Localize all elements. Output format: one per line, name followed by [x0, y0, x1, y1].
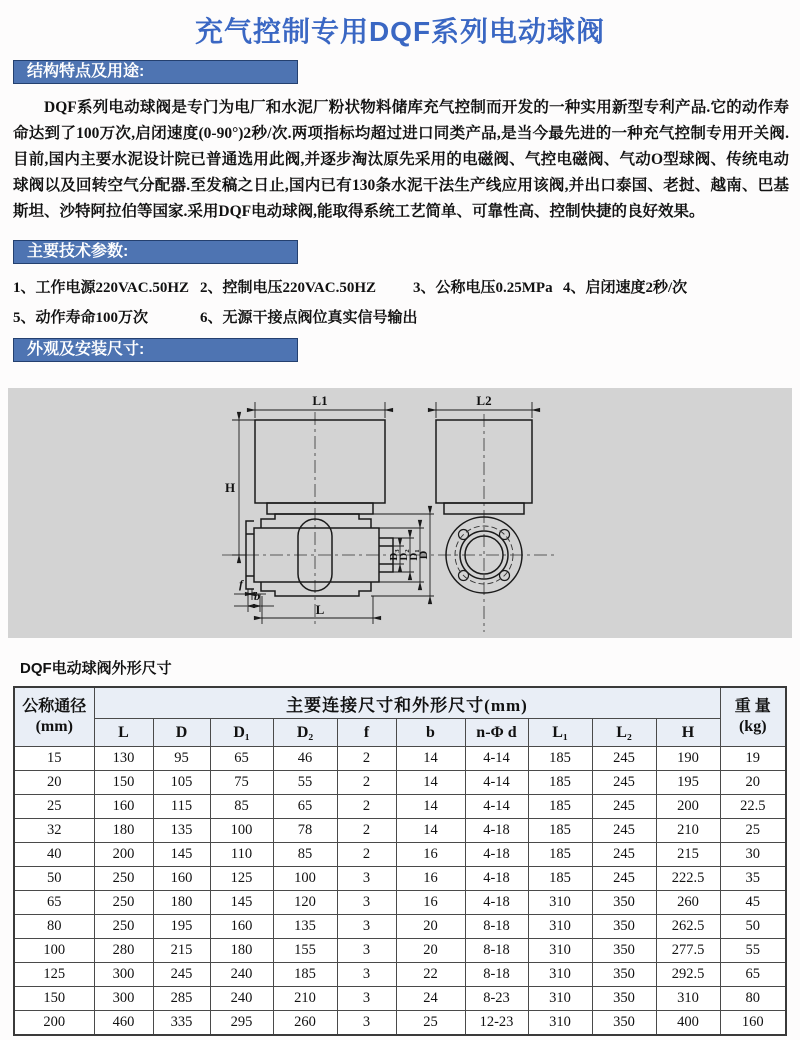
table-cell: 55 [273, 771, 337, 795]
table-cell: 135 [153, 819, 210, 843]
table-cell: 200 [656, 795, 720, 819]
table-cell: 245 [592, 819, 656, 843]
table-cell: 16 [396, 867, 465, 891]
table-row [14, 819, 786, 843]
table-cell: 210 [656, 819, 720, 843]
table-cell: 65 [210, 747, 273, 771]
table-subheader-cell: L [94, 719, 153, 747]
section-heading-params: 主要技术参数: [13, 240, 298, 264]
header-nominal-diameter [14, 687, 94, 747]
table-cell: 65 [720, 963, 786, 987]
table-cell: 185 [528, 747, 592, 771]
table-cell: 2 [337, 819, 396, 843]
table-cell: 300 [94, 963, 153, 987]
table-cell: 160 [94, 795, 153, 819]
table-cell: 150 [14, 987, 94, 1011]
table-cell: 3 [337, 939, 396, 963]
table-cell: 75 [210, 771, 273, 795]
valve-dimension-drawing [8, 388, 792, 638]
table-row [14, 771, 786, 795]
table-cell: 210 [273, 987, 337, 1011]
table-row [14, 795, 786, 819]
table-cell: 200 [94, 843, 153, 867]
table-cell: 350 [592, 1011, 656, 1036]
table-cell: 245 [592, 795, 656, 819]
table-cell: 14 [396, 819, 465, 843]
table-caption: DQF电动球阀外形尺寸 [20, 660, 172, 677]
table-cell: 160 [210, 915, 273, 939]
table-subheader-cell: n-Φ d [465, 719, 528, 747]
table-cell: 145 [153, 843, 210, 867]
dim-label-h: H [224, 480, 236, 495]
table-cell: 78 [273, 819, 337, 843]
page-title: 充气控制专用DQF系列电动球阀 [194, 16, 606, 47]
table-cell: 22.5 [720, 795, 786, 819]
table-cell: 185 [528, 771, 592, 795]
table-cell: 310 [528, 987, 592, 1011]
table-cell: 145 [210, 891, 273, 915]
table-cell: 105 [153, 771, 210, 795]
section-heading-dimensions: 外观及安装尺寸: [13, 338, 298, 362]
table-cell: 350 [592, 891, 656, 915]
table-row [14, 891, 786, 915]
header-nominal-diameter-unit: (mm) [35, 718, 73, 735]
table-row [14, 915, 786, 939]
table-cell: 310 [528, 939, 592, 963]
table-cell: 2 [337, 795, 396, 819]
table-cell: 195 [656, 771, 720, 795]
table-cell: 245 [592, 867, 656, 891]
table-cell: 135 [273, 915, 337, 939]
table-cell: 250 [94, 867, 153, 891]
table-cell: 20 [14, 771, 94, 795]
table-cell: 8-18 [465, 939, 528, 963]
header-weight-unit: (kg) [738, 718, 767, 735]
table-cell: 16 [396, 891, 465, 915]
table-cell: 4-18 [465, 891, 528, 915]
table-cell: 85 [210, 795, 273, 819]
table-cell: 180 [210, 939, 273, 963]
dim-label-d3: D₃ [388, 549, 400, 561]
dim-label-f: f [239, 577, 243, 591]
table-cell: 40 [14, 843, 94, 867]
table-cell: 35 [720, 867, 786, 891]
table-cell: 25 [720, 819, 786, 843]
tech-param-5: 5、动作寿命100万次 [13, 310, 149, 326]
table-cell: 115 [153, 795, 210, 819]
table-cell: 160 [720, 1011, 786, 1036]
table-cell: 22 [396, 963, 465, 987]
features-paragraph: DQF系列电动球阀是专门为电厂和水泥厂粉状物料储库充气控制而开发的一种实用新型专利产品.它的动作寿命达到了100万次,启闭速度(0-90°)2秒/次.两项指标均超过进口同类产品,是当今最先进的一种充气控制专用开关阀.目前,国内主要水泥设计院已普通选用此阀,并逐步淘汰原先采用的电磁阀、气控电磁阀、气动O型球阀、传统电动球阀以及回转空气分配器.至发稿之日止,国内已有130条水泥干法生产线应用该阀,并出口泰国、老挝、越南、巴基斯坦、沙特阿拉伯等国家.采用DQF电动球阀,能取得系统工艺简单、可靠性高、控制快捷的良好效果。 [13, 99, 789, 220]
table-cell: 4-14 [465, 771, 528, 795]
table-cell: 350 [592, 939, 656, 963]
dim-label-d1: D₁ [408, 549, 420, 561]
table-cell: 3 [337, 915, 396, 939]
table-cell: 65 [14, 891, 94, 915]
table-cell: 460 [94, 1011, 153, 1036]
table-cell: 3 [337, 891, 396, 915]
table-cell: 2 [337, 747, 396, 771]
table-cell: 240 [210, 987, 273, 1011]
dimensions-table [13, 686, 787, 1036]
table-cell: 80 [14, 915, 94, 939]
dim-label-d: D [416, 550, 430, 560]
table-cell: 260 [273, 1011, 337, 1036]
table-cell: 215 [153, 939, 210, 963]
table-cell: 4-14 [465, 795, 528, 819]
table-cell: 310 [528, 963, 592, 987]
table-cell: 190 [656, 747, 720, 771]
tech-param-4: 4、启闭速度2秒/次 [563, 280, 688, 296]
table-cell: 250 [94, 915, 153, 939]
table-cell: 16 [396, 843, 465, 867]
dim-label-l1: L1 [312, 393, 328, 408]
table-cell: 120 [273, 891, 337, 915]
table-cell: 260 [656, 891, 720, 915]
table-cell: 280 [94, 939, 153, 963]
table-cell: 195 [153, 915, 210, 939]
table-cell: 300 [94, 987, 153, 1011]
table-cell: 240 [210, 963, 273, 987]
tech-param-1: 1、工作电源220VAC.50HZ [13, 280, 189, 296]
table-cell: 14 [396, 771, 465, 795]
header-nominal-diameter-label: 公称通径 [22, 698, 87, 715]
table-cell: 45 [720, 891, 786, 915]
table-cell: 19 [720, 747, 786, 771]
tech-param-6: 6、无源干接点阀位真实信号输出 [200, 310, 418, 326]
table-cell: 46 [273, 747, 337, 771]
table-cell: 180 [94, 819, 153, 843]
table-row [14, 963, 786, 987]
dim-label-l2: L2 [476, 393, 492, 408]
table-cell: 185 [273, 963, 337, 987]
table-cell: 125 [210, 867, 273, 891]
table-cell: 4-14 [465, 747, 528, 771]
table-cell: 32 [14, 819, 94, 843]
table-cell: 262.5 [656, 915, 720, 939]
table-cell: 350 [592, 915, 656, 939]
table-cell: 110 [210, 843, 273, 867]
table-body [14, 747, 786, 1036]
table-subheader-cell: L₂ [592, 719, 656, 747]
table-subheader-row [14, 719, 786, 747]
table-cell: 20 [396, 939, 465, 963]
table-cell: 14 [396, 795, 465, 819]
table-cell: 20 [396, 915, 465, 939]
table-cell: 2 [337, 843, 396, 867]
table-cell: 215 [656, 843, 720, 867]
table-cell: 20 [720, 771, 786, 795]
table-cell: 250 [94, 891, 153, 915]
table-cell: 100 [273, 867, 337, 891]
table-subheader-cell: H [656, 719, 720, 747]
table-cell: 4-18 [465, 819, 528, 843]
table-cell: 125 [14, 963, 94, 987]
table-cell: 4-18 [465, 843, 528, 867]
table-subheader-cell: b [396, 719, 465, 747]
table-cell: 245 [592, 843, 656, 867]
header-weight-label: 重 量 [734, 698, 771, 715]
table-cell: 15 [14, 747, 94, 771]
table-cell: 310 [528, 891, 592, 915]
table-subheader-cell: f [337, 719, 396, 747]
table-cell: 245 [592, 747, 656, 771]
table-cell: 8-18 [465, 915, 528, 939]
table-subheader-cell: D₂ [273, 719, 337, 747]
table-subheader-cell: D [153, 719, 210, 747]
table-cell: 3 [337, 987, 396, 1011]
table-cell: 292.5 [656, 963, 720, 987]
table-cell: 25 [396, 1011, 465, 1036]
table-cell: 155 [273, 939, 337, 963]
table-cell: 185 [528, 843, 592, 867]
tech-param-3: 3、公称电压0.25MPa [413, 280, 553, 296]
table-row [14, 987, 786, 1011]
table-cell: 160 [153, 867, 210, 891]
table-cell: 310 [656, 987, 720, 1011]
table-cell: 3 [337, 963, 396, 987]
table-cell: 8-18 [465, 963, 528, 987]
table-row [14, 867, 786, 891]
table-cell: 285 [153, 987, 210, 1011]
table-cell: 24 [396, 987, 465, 1011]
table-cell: 100 [14, 939, 94, 963]
table-cell: 80 [720, 987, 786, 1011]
table-cell: 25 [14, 795, 94, 819]
table-cell: 185 [528, 795, 592, 819]
table-cell: 3 [337, 1011, 396, 1036]
table-subheader-cell: L₁ [528, 719, 592, 747]
dim-label-l: L [315, 602, 325, 617]
table-cell: 30 [720, 843, 786, 867]
table-cell: 14 [396, 747, 465, 771]
table-row [14, 939, 786, 963]
header-weight [720, 687, 786, 747]
table-cell: 55 [720, 939, 786, 963]
table-cell: 277.5 [656, 939, 720, 963]
table-cell: 12-23 [465, 1011, 528, 1036]
dim-label-b: b [254, 589, 260, 603]
table-cell: 350 [592, 963, 656, 987]
table-cell: 4-18 [465, 867, 528, 891]
table-cell: 185 [528, 867, 592, 891]
table-cell: 180 [153, 891, 210, 915]
table-row [14, 747, 786, 771]
table-cell: 150 [94, 771, 153, 795]
table-cell: 400 [656, 1011, 720, 1036]
table-cell: 245 [153, 963, 210, 987]
tech-param-2: 2、控制电压220VAC.50HZ [200, 280, 376, 296]
table-row [14, 1011, 786, 1036]
section-heading-features: 结构特点及用途: [13, 60, 298, 84]
table-cell: 222.5 [656, 867, 720, 891]
table-cell: 245 [592, 771, 656, 795]
table-cell: 85 [273, 843, 337, 867]
table-cell: 200 [14, 1011, 94, 1036]
table-cell: 185 [528, 819, 592, 843]
header-main-dimensions-group: 主要连接尺寸和外形尺寸(mm) [94, 687, 720, 719]
table-cell: 3 [337, 867, 396, 891]
table-cell: 310 [528, 1011, 592, 1036]
table-subheader-cell: D₁ [210, 719, 273, 747]
table-cell: 350 [592, 987, 656, 1011]
valve-drawing-panel [8, 388, 792, 638]
dim-label-d2: D₂ [398, 549, 410, 561]
table-cell: 310 [528, 915, 592, 939]
table-cell: 95 [153, 747, 210, 771]
table-cell: 2 [337, 771, 396, 795]
table-cell: 65 [273, 795, 337, 819]
table-cell: 50 [14, 867, 94, 891]
table-row [14, 843, 786, 867]
table-cell: 100 [210, 819, 273, 843]
table-cell: 130 [94, 747, 153, 771]
table-cell: 335 [153, 1011, 210, 1036]
table-cell: 50 [720, 915, 786, 939]
table-cell: 295 [210, 1011, 273, 1036]
table-cell: 8-23 [465, 987, 528, 1011]
